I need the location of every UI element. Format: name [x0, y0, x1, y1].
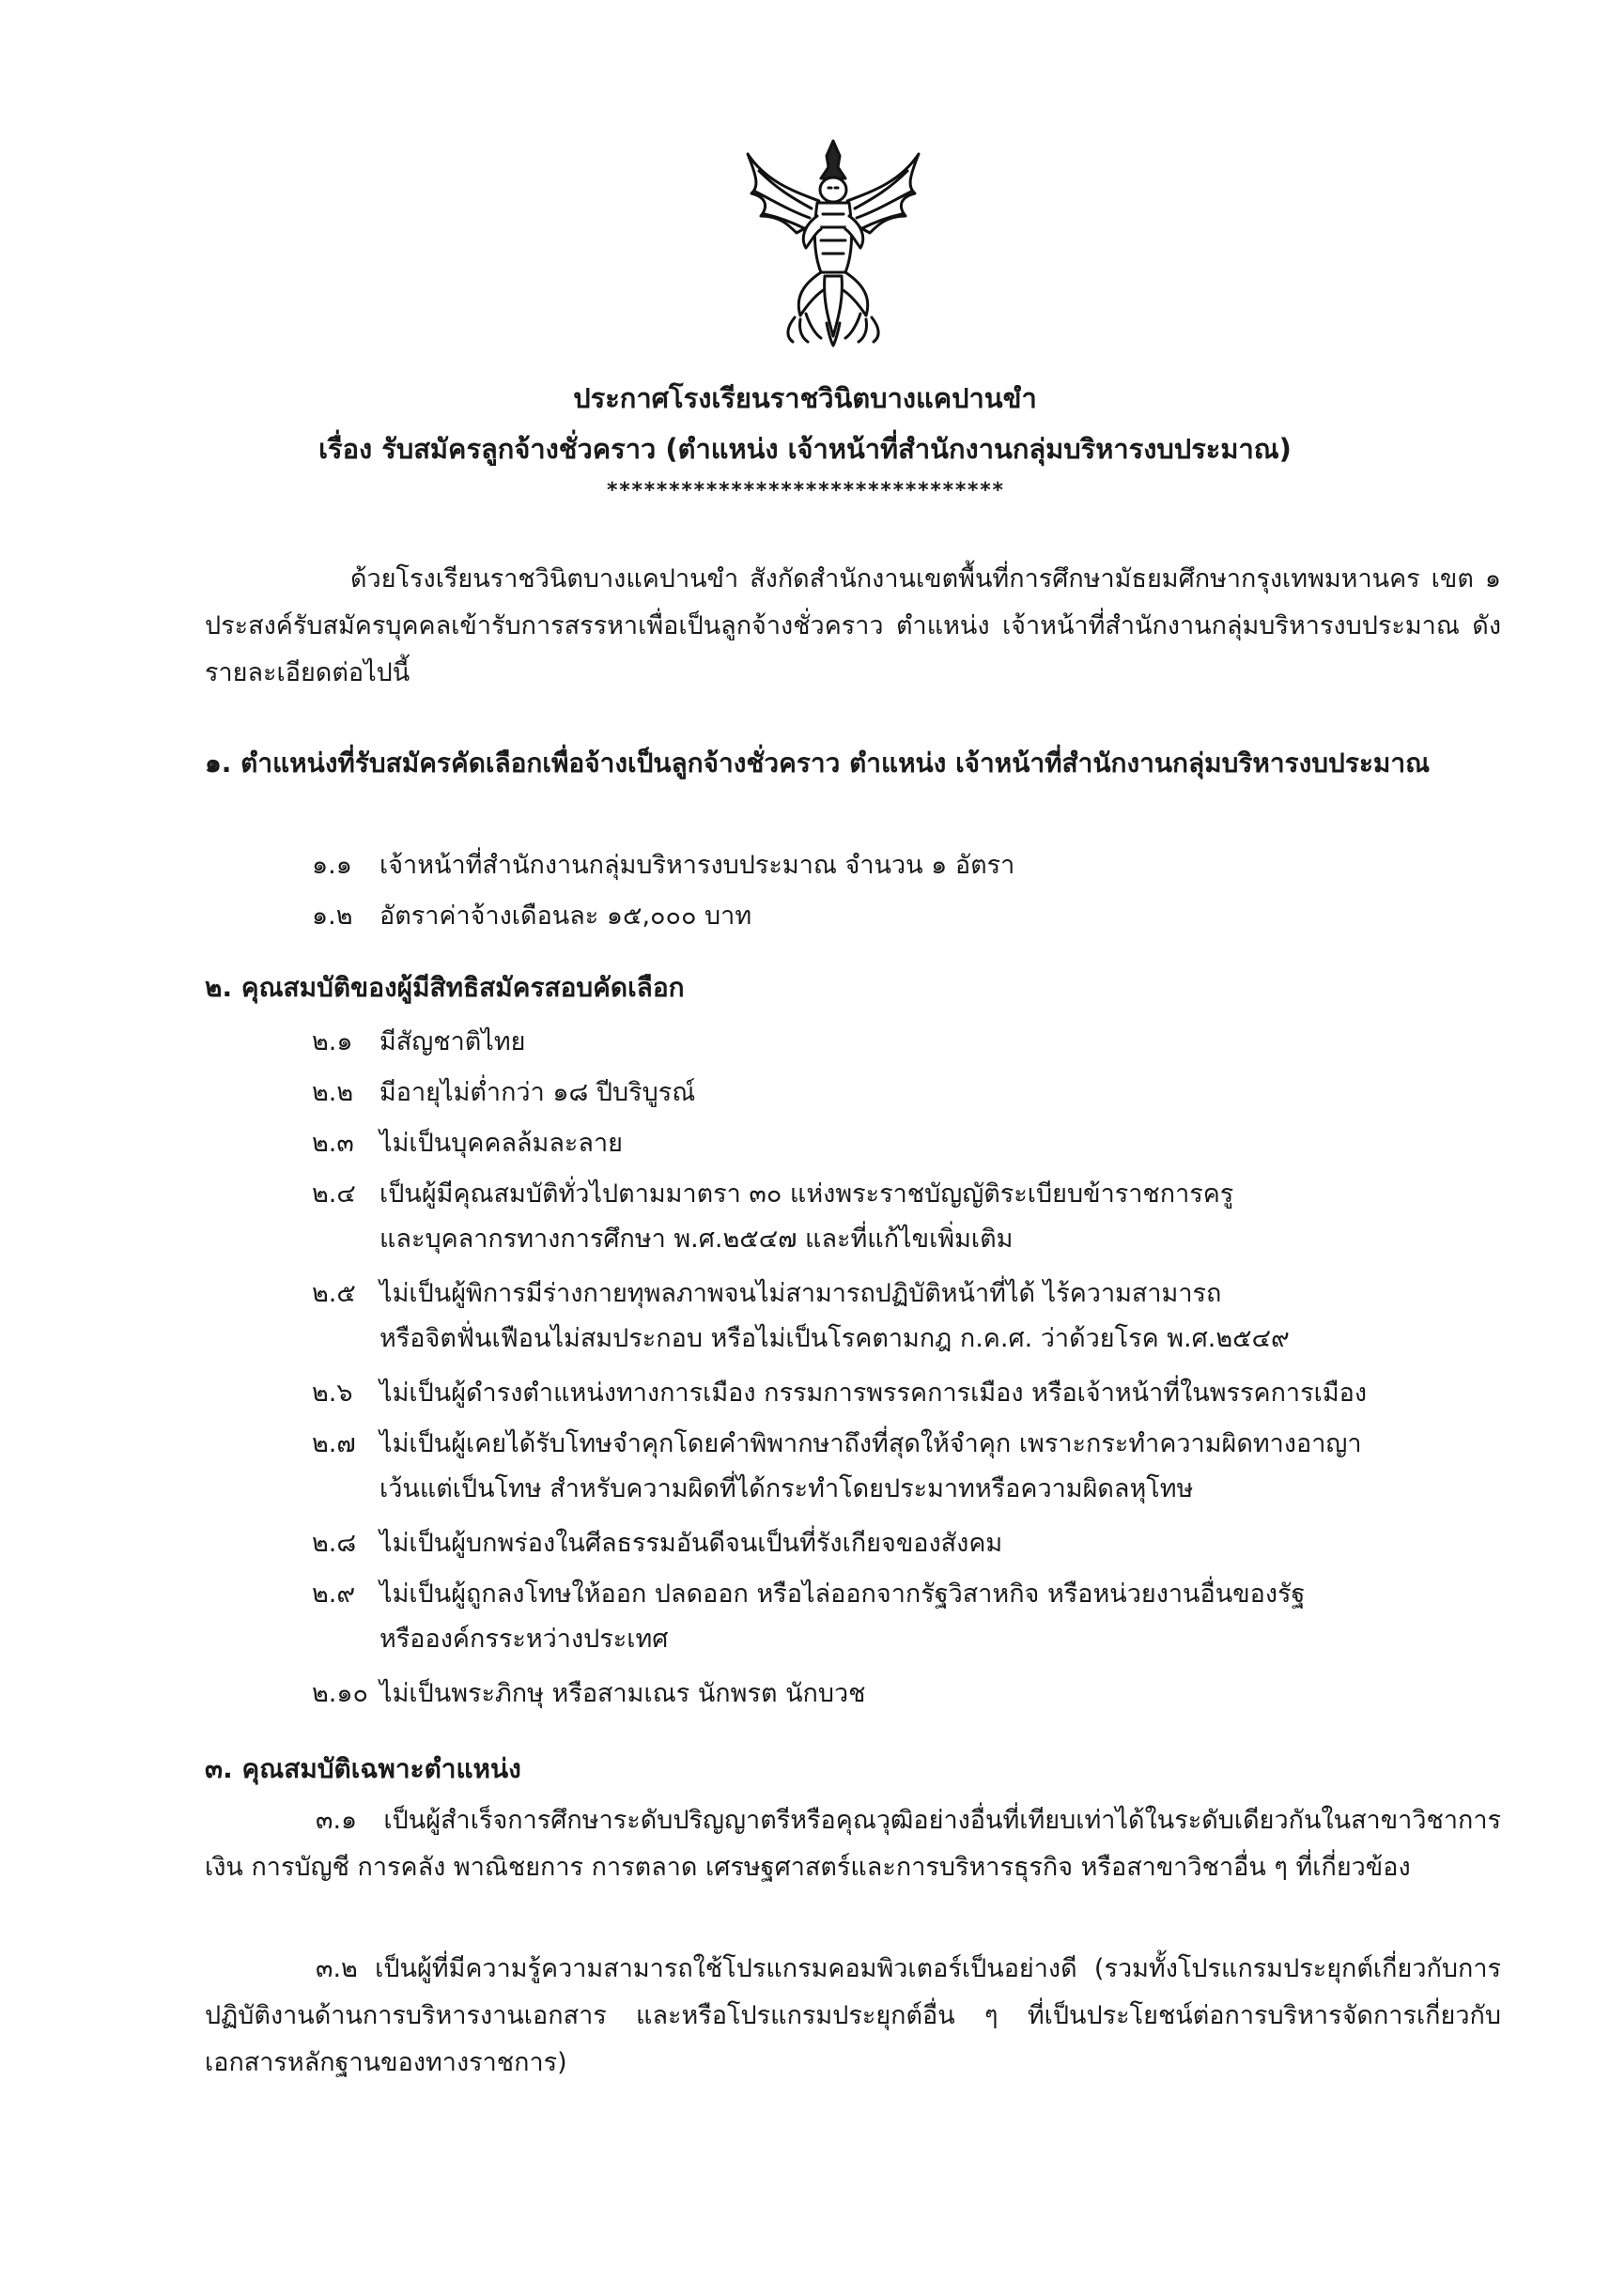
item-number: ๒.๘ [312, 1529, 357, 1558]
list-item [312, 1371, 1367, 1416]
section-3-heading: ๓. คุณสมบัติเฉพาะตำแหน่ง [205, 1753, 521, 1784]
list-item [312, 1271, 1290, 1362]
item-continuation: เว้นแต่เป็นโทษ สำหรับความผิดที่ได้กระทำโดยประมาทหรือความผิดลหุโทษ [379, 1474, 1194, 1503]
item-text: ไม่เป็นผู้ถูกลงโทษให้ออก ปลดออก หรือไล่ออกจากรัฐวิสาหกิจ หรือหน่วยงานอื่นของรัฐ [379, 1579, 1306, 1609]
item-number: ๒.๕ [312, 1279, 356, 1308]
item-text: เป็นผู้มีคุณสมบัติทั่วไปตามมาตรา ๓๐ แห่งพระราชบัญญัติระเบียบข้าราชการครู [379, 1179, 1234, 1209]
item-text: ไม่เป็นผู้ดำรงตำแหน่งทางการเมือง กรรมการพรรคการเมือง หรือเจ้าหน้าที่ในพรรคการเมือง [379, 1379, 1368, 1408]
intro-paragraph: ด้วยโรงเรียนราชวินิตบางแคปานขำ สังกัดสำนักงานเขตพื้นที่การศึกษามัธยมศึกษากรุงเทพมหานคร เขต ๑ ประสงค์รับสมัครบุคคลเข้ารับการสรรหาเพื่อเป็นลูกจ้างชั่วคราว ตำแหน่ง เจ้าหน้าที่สำนักงานกลุ่มบริหารงบประมาณ ดังรายละเอียดต่อไปนี้ [205, 564, 1501, 687]
spec-paragraph: ๓.๑ เป็นผู้สำเร็จการศึกษาระดับปริญญาตรีหรือคุณวุฒิอย่างอื่นที่เทียบเท่าได้ในระดับเดียวกันในสาขาวิชาการเงิน การบัญชี การคลัง พาณิชยการ การตลาด เศรษฐศาสตร์และการบริหารธุรกิจ หรือสาขาวิชาอื่น ๆ ที่เกี่ยวข้อง [205, 1806, 1501, 1882]
item-number: ๒.๙ [312, 1579, 356, 1609]
item-number: ๒.๑๐ [312, 1679, 368, 1708]
item-continuation: และบุคลากรทางการศึกษา พ.ศ.๒๕๔๗ และที่แก้ไขเพิ่มเติม [379, 1225, 1014, 1254]
item-text: ไม่เป็นผู้บกพร่องในศีลธรรมอันดีจนเป็นที่รังเกียจของสังคม [379, 1529, 1003, 1558]
item-text: ไม่เป็นผู้พิการมีร่างกายทุพลภาพจนไม่สามารถปฏิบัติหน้าที่ได้ ไร้ความสามารถ [379, 1279, 1222, 1308]
item-number: ๒.๓ [312, 1129, 354, 1158]
item-text: อัตราค่าจ้างเดือนละ ๑๕,๐๐๐ บาท [379, 901, 752, 931]
separator-stars: ******************************** [606, 479, 1004, 502]
list-item [312, 843, 1014, 888]
section-1-heading: ๑. ตำแหน่งที่รับสมัครคัดเลือกเพื่อจ้างเป็นลูกจ้างชั่วคราว ตำแหน่ง เจ้าหน้าที่สำนักงานกลุ่มบริหารงบประมาณ [205, 747, 1431, 778]
item-number: ๑.๑ [312, 851, 352, 880]
item-number: ๒.๔ [312, 1179, 356, 1209]
list-item [312, 1521, 1002, 1566]
list-item [312, 1121, 623, 1166]
garuda-emblem-icon [738, 135, 928, 347]
list-item [312, 1422, 1362, 1512]
list-item [312, 1020, 526, 1065]
list-item [312, 1572, 1305, 1662]
item-number: ๒.๒ [312, 1078, 354, 1107]
list-item [312, 894, 751, 939]
list-item [312, 1172, 1233, 1262]
item-text: ไม่เป็นผู้เคยได้รับโทษจำคุกโดยคำพิพากษาถึงที่สุดให้จำคุก เพราะกระทำความผิดทางอาญา [379, 1429, 1362, 1458]
list-item [312, 1071, 695, 1116]
item-text: เจ้าหน้าที่สำนักงานกลุ่มบริหารงบประมาณ จำนวน ๑ อัตรา [379, 851, 1015, 880]
item-number: ๒.๗ [312, 1429, 356, 1458]
item-text: มีสัญชาติไทย [379, 1027, 526, 1056]
item-number: ๑.๒ [312, 901, 353, 931]
item-text: ไม่เป็นบุคคลล้มละลาย [379, 1129, 623, 1158]
item-number: ๒.๖ [312, 1379, 353, 1408]
announcement-subject: เรื่อง รับสมัครลูกจ้างชั่วคราว (ตำแหน่ง เจ้าหน้าที่สำนักงานกลุ่มบริหารงบประมาณ) [318, 433, 1292, 465]
list-item [312, 1672, 866, 1717]
item-number: ๒.๑ [312, 1027, 353, 1056]
section-2-heading: ๒. คุณสมบัติของผู้มีสิทธิสมัครสอบคัดเลือก [205, 972, 685, 1003]
announcement-title: ประกาศโรงเรียนราชวินิตบางแคปานขำ [573, 382, 1037, 414]
item-text: ไม่เป็นพระภิกษุ หรือสามเณร นักพรต นักบวช [379, 1679, 866, 1708]
item-continuation: หรือองค์กรระหว่างประเทศ [379, 1625, 669, 1654]
item-continuation: หรือจิตฟั่นเฟือนไม่สมประกอบ หรือไม่เป็นโรคตามกฎ ก.ค.ศ. ว่าด้วยโรค พ.ศ.๒๕๔๙ [379, 1324, 1290, 1353]
spec-paragraph: ๓.๒ เป็นผู้ที่มีความรู้ความสามารถใช้โปรแกรมคอมพิวเตอร์เป็นอย่างดี (รวมทั้งโปรแกรมประยุกต์เกี่ยวกับการปฏิบัติงานด้านการบริหารงานเอกสาร และหรือโปรแกรมประยุกต์อื่น ๆ ที่เป็นประโยชน์ต่อการบริหารจัดการเกี่ยวกับเอกสารหลักฐานของทางราชการ) [205, 1954, 1501, 2077]
item-text: มีอายุไม่ต่ำกว่า ๑๘ ปีบริบูรณ์ [379, 1078, 696, 1107]
